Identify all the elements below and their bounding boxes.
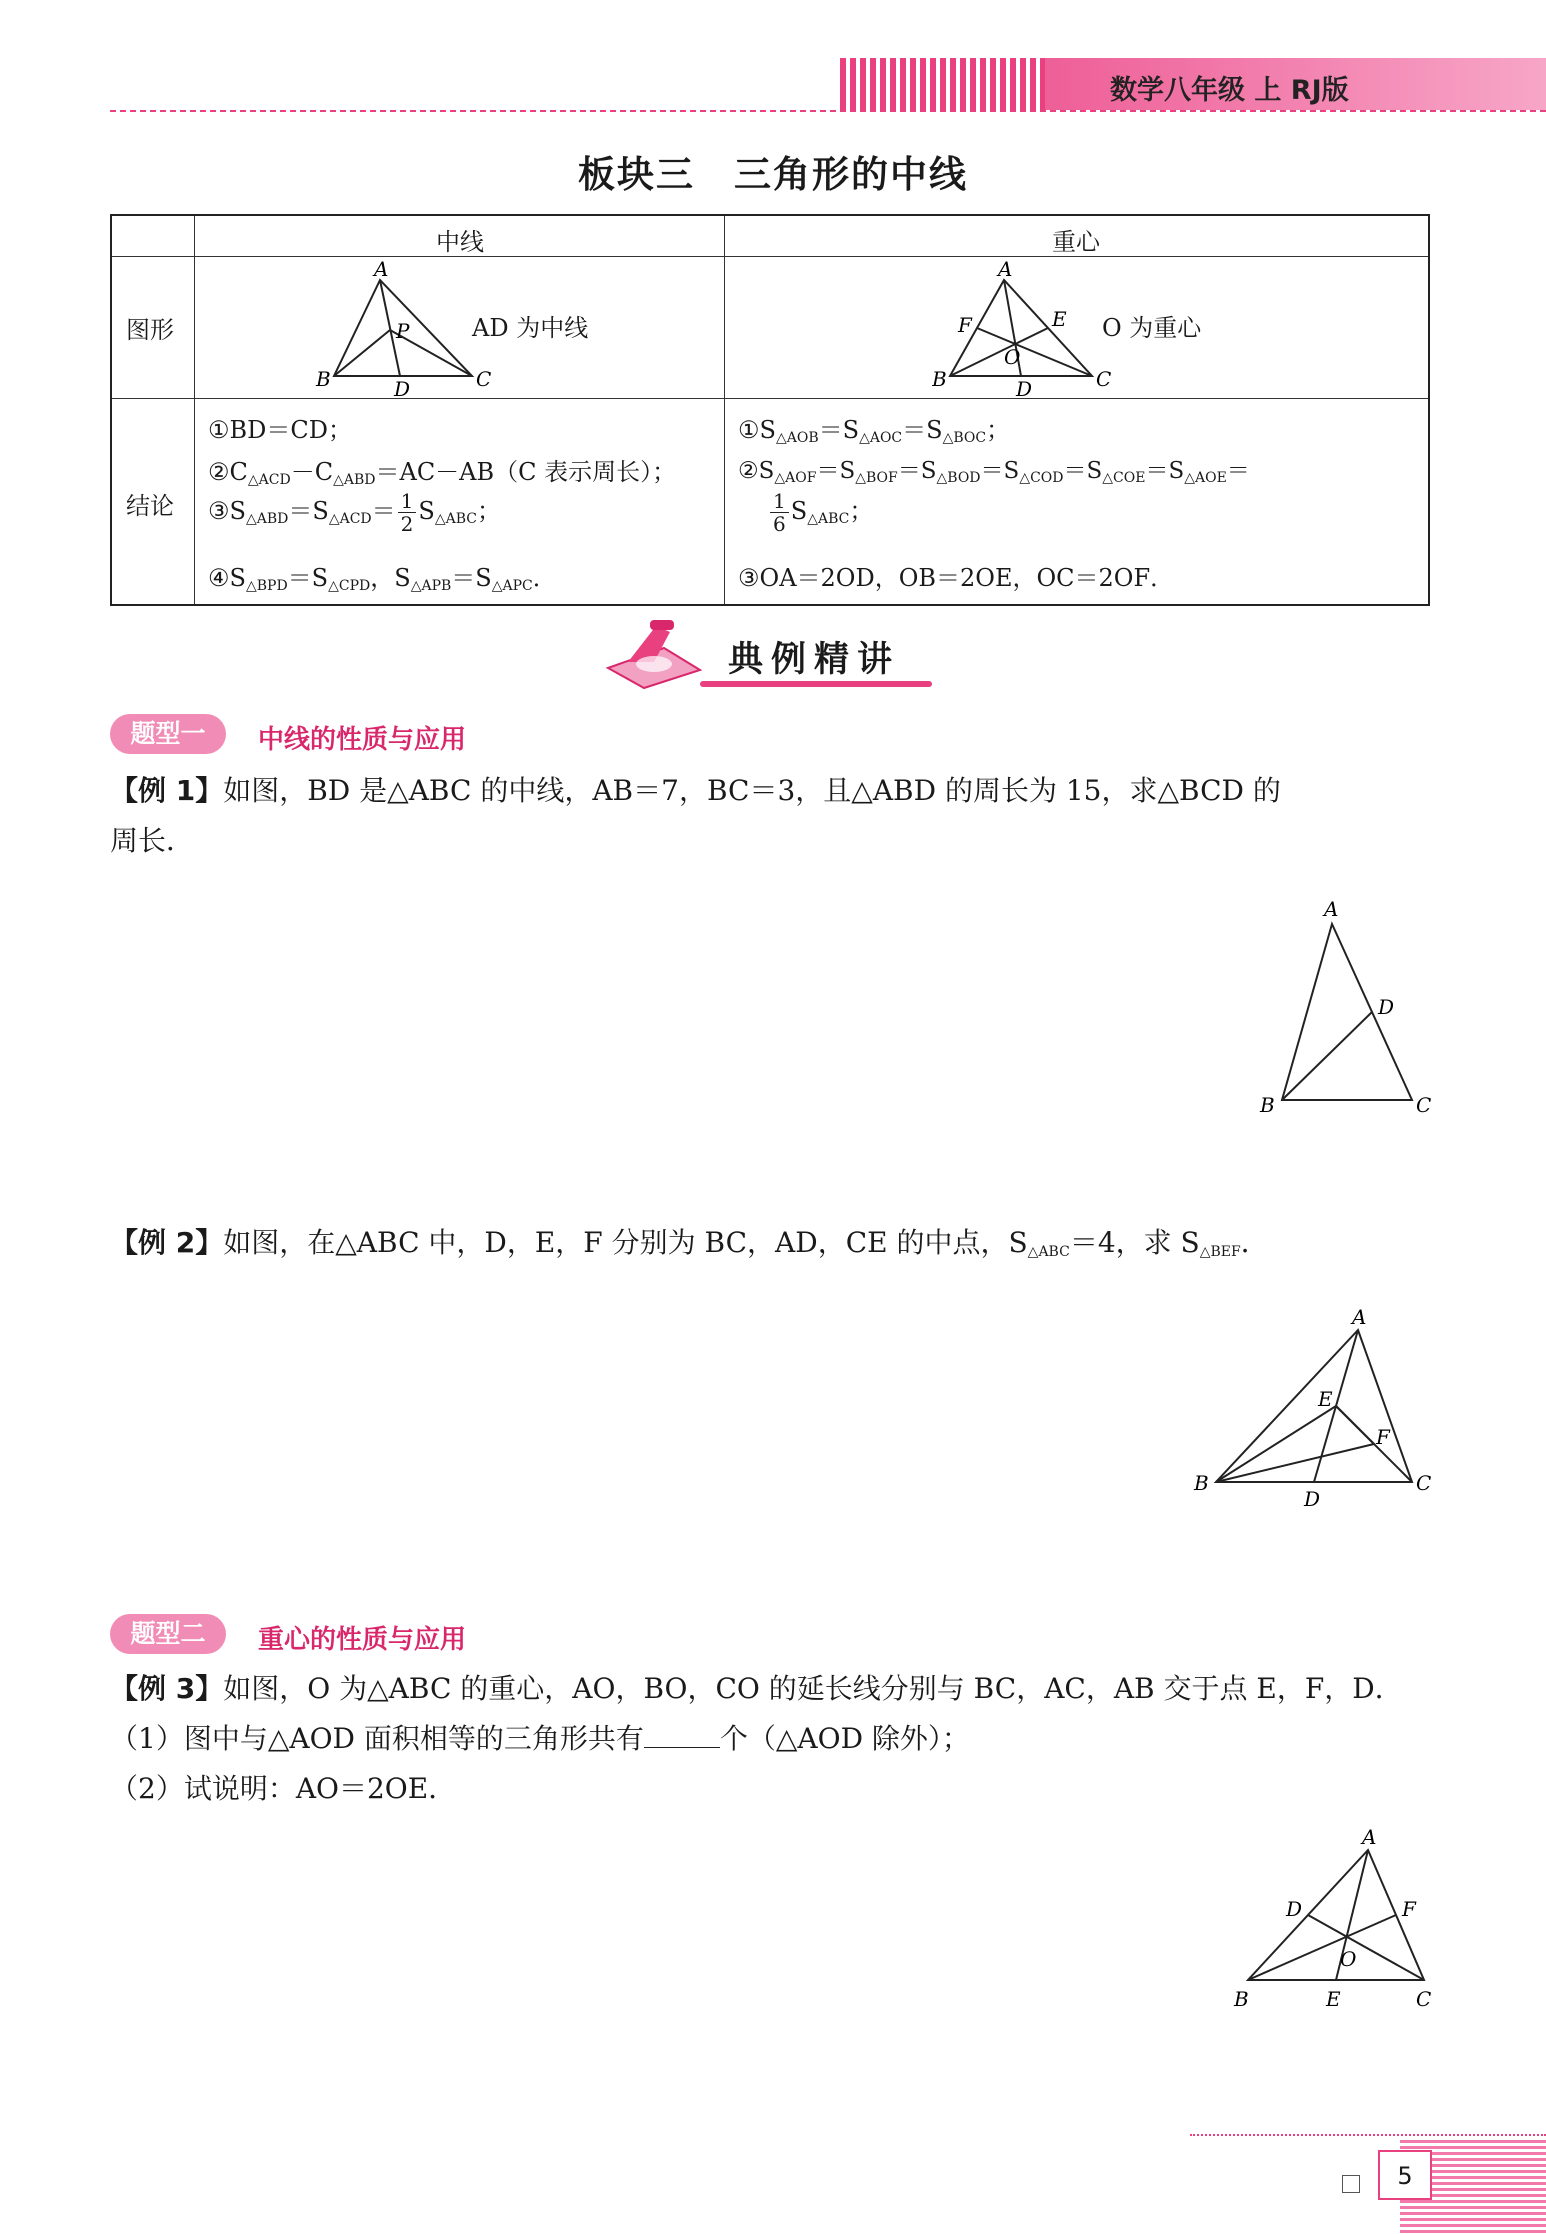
example3-figure [1220,1820,1450,2020]
row-header-figure: 图形 [126,316,174,344]
centroid-label-c: C [1096,367,1112,391]
ex3-label-o: O [1340,1947,1357,1971]
median-line-bp [334,330,390,376]
page-square-icon [1342,2175,1360,2193]
centroid-conclusion-3: ③OA＝2OD，OB＝2OE，OC＝2OF． [738,564,1175,592]
example1-text [110,766,1440,866]
median-conclusion-4: $④S_{\triangle BPD}=S_{\triangle CPD}$，$S_{\triangle APB}=S_{\triangle APC}$． [208,564,557,594]
banner-decoration-icon [604,618,704,690]
median-conclusion-3: $③S_{\triangle ABD}=S_{\triangle ACD}=$ $\frac{1}{2}$ $S_{\triangle ABC}$； [208,489,501,536]
type2-title: 重心的性质与应用 [258,1625,467,1655]
median-conclusion-1: ①BD＝CD； [208,416,352,444]
banner-title: 典例精讲 [728,640,901,680]
centroid-label-e: E [1052,307,1067,331]
type1-title: 中线的性质与应用 [258,725,467,755]
centroid-label-d: D [1016,377,1033,396]
centroid-label-o: O [1004,345,1021,369]
example3-line1: 如图，O 为△ABC 的重心，AO，BO，CO 的延长线分别与 BC，AC，AB 交于点 E，F，D． [223,1672,1403,1705]
centroid-label-b: B [932,367,947,391]
example3-line2: （1）图中与△AOD 面积相等的三角形共有 个（△AOD 除外）； [110,1722,970,1755]
ex3-label-e: E [1326,1987,1341,2011]
centroid-conclusion-2: $②S_{\triangle AOF}=S_{\triangle BOF}=S_{\triangle BOD}=S_{\triangle COD}=S_{\triangle COE}=S_{\triangle AOE}=$ [738,458,1250,486]
table-rule [194,216,195,604]
median-label-a: A [374,260,389,281]
example2-tag: 【例 2】 [110,1226,224,1259]
median-label-b: B [316,367,331,391]
median-figure [312,260,492,396]
type2-badge: 题型二 [110,1614,226,1654]
footer-dotted-rule [1190,2134,1546,2136]
table-rule [724,216,725,604]
ex1-label-b: B [1260,1093,1275,1117]
centroid-label-a: A [998,260,1013,281]
ex3-label-d: D [1286,1897,1303,1921]
centroid-conclusion-1: $①S_{\triangle AOB}=S_{\triangle AOC}=S_{\triangle BOC}$； [738,416,1011,446]
ex3-label-a: A [1362,1825,1377,1849]
ex3-label-f: F [1402,1897,1416,1921]
example2-figure [1190,1300,1440,1520]
centroid-figure [932,260,1112,396]
col-header-median: 中线 [436,228,484,256]
median-label-p: P [396,319,410,343]
ex3-label-c: C [1416,1987,1432,2011]
ex1-label-c: C [1416,1093,1432,1117]
ex2-label-c: C [1416,1471,1432,1495]
centroid-label-f: F [958,313,972,337]
header-dashed-rule [110,110,1546,112]
example3-text [110,1664,1440,1814]
median-conclusion-2: $②C_{\triangle ACD}-C_{\triangle ABD}=AC-AB(C$ 表示周长）； [208,458,677,488]
example1-figure [1250,896,1440,1126]
col-header-centroid: 重心 [1052,228,1100,256]
ex1-label-d: D [1378,995,1395,1019]
ex1-label-a: A [1324,897,1339,921]
summary-table [110,214,1430,606]
ex3-line-cd [1308,1915,1424,1980]
fraction-sixth: $\frac{1}{6}$ [770,490,789,535]
ex2-label-b: B [1194,1471,1209,1495]
ex3-label-b: B [1234,1987,1249,2011]
example1-line1: 如图，BD 是△ABC 的中线，AB＝7，BC＝3，且△ABD 的周长为 15，求△BCD 的 [223,774,1281,807]
example2-text: 【例 2】如图，在△ABC 中，D，E，F 分别为 BC，AD，CE 的中点，$S_{\triangle ABC}=4$，求 $S_{\triangle BEF}$． [110,1226,1269,1260]
fraction-half: $\frac{1}{2}$ [398,490,417,535]
section-title: 板块三 三角形的中线 [578,152,968,196]
page-number: 5 [1378,2150,1432,2200]
centroid-conclusion-2b: $\frac{1}{6}$ $S_{\triangle ABC}$； [768,490,873,535]
ex3-line-bf [1248,1915,1396,1980]
type1-badge: 题型一 [110,714,226,754]
ex3-triangle [1248,1850,1424,1980]
centroid-caption: O 为重心 [1102,314,1202,342]
example3-tag: 【例 3】 [110,1672,224,1705]
table-rule [112,398,1428,399]
ex2-line-ef [1336,1406,1374,1444]
banner-underline [700,681,932,687]
median-label-c: C [476,367,492,391]
example3-line3: （2）试说明：AO＝2OE． [110,1772,457,1805]
ex2-label-a: A [1352,1305,1367,1329]
book-label: 数学八年级 上 RJ版 [1110,75,1349,106]
ex2-label-d: D [1304,1487,1321,1511]
ex2-label-f: F [1376,1425,1390,1449]
median-label-d: D [394,377,411,396]
ex2-label-e: E [1318,1387,1333,1411]
answer-blank[interactable] [644,1721,720,1748]
row-header-conclusion: 结论 [126,492,174,520]
median-caption: AD 为中线 [472,314,589,342]
example1-line2: 周长． [110,824,195,857]
ex2-line-bf [1216,1444,1374,1482]
example1-tag: 【例 1】 [110,774,224,807]
table-rule [112,256,1428,257]
